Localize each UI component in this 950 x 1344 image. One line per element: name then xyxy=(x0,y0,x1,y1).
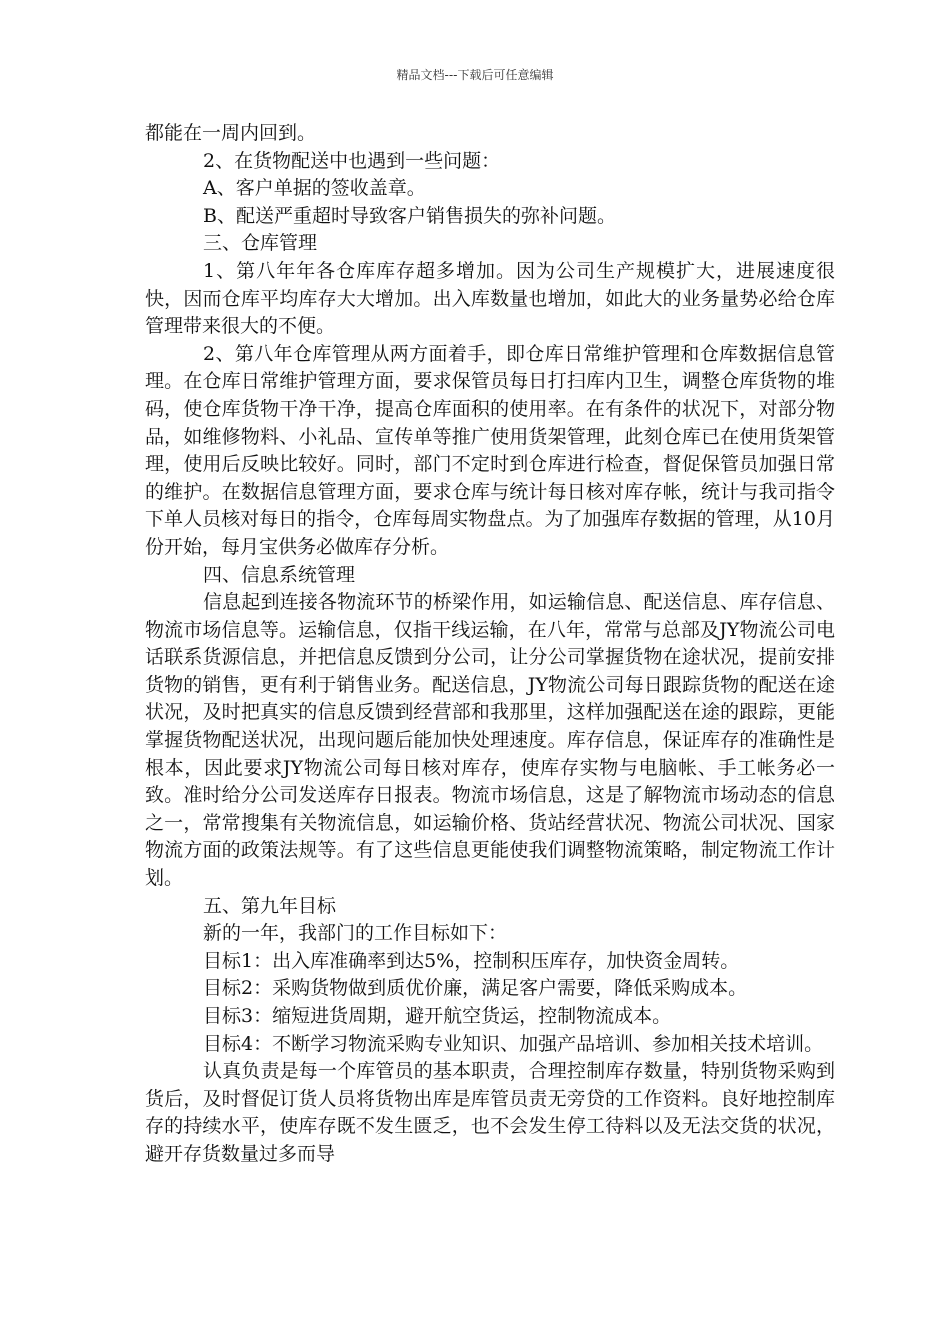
goal-item: 目标1：出入库准确率到达5%，控制积压库存，加快资金周转。 xyxy=(203,949,740,972)
paragraph: 2、第八年仓库管理从两方面着手，即仓库日常维护管理和仓库数据信息管理。在仓库日常维护管理方面，要求保管员每日打扫库内卫生，调整仓库货物的堆码，使仓库货物干净干净，提高仓库面积的使用率。在有条件的状况下，对部分物品，如维修物料、小礼品、宣传单等推广使用货架管理，此刻仓库已在使用货架管理，使用后反映比较好。同时，部门不定时到仓库进行检查，督促保管员加强日常的维护。在数据信息管理方面，要求仓库与统计每日核对库存帐，统计与我司指令下单人员核对每日的指令，仓库每周实物盘点。为了加强库存数据的管理，从10月份开始，每月宝供务必做库存分析。 xyxy=(145,342,835,558)
paragraph: 信息起到连接各物流环节的桥梁作用，如运输信息、配送信息、库存信息、物流市场信息等。运输信息，仅指干线运输，在八年，常常与总部及JY物流公司电话联系货源信息，并把信息反馈到分公司，让分公司掌握货物在途状况，提前安排货物的销售，更有利于销售业务。配送信息，JY物流公司每日跟踪货物的配送在途状况，及时把真实的信息反馈到经营部和我那里，这样加强配送在途的跟踪，更能掌握货物配送状况，出现问题后能加快处理速度。库存信息，保证库存的准确性是根本，因此要求JY物流公司每日核对库存，使库存实物与电脑帐、手工帐务必一致。准时给分公司发送库存日报表。物流市场信息，这是了解物流市场动态的信息之一，常常搜集有关物流信息，如运输价格、货站经营状况、物流公司状况、国家物流方面的政策法规等。有了这些信息更能使我们调整物流策略，制定物流工作计划。 xyxy=(145,591,835,890)
paragraph: B、配送严重超时导致客户销售损失的弥补问题。 xyxy=(203,204,616,227)
section-heading: 三、仓库管理 xyxy=(203,232,318,255)
page-header: 精品文档---下载后可任意编辑 xyxy=(396,68,554,82)
goal-item: 目标4：不断学习物流采购专业知识、加强产品培训、参加相关技术培训。 xyxy=(203,1032,824,1055)
paragraph: A、客户单据的签收盖章。 xyxy=(203,177,426,200)
goal-item: 目标3：缩短进货周期，避开航空货运，控制物流成本。 xyxy=(203,1005,672,1027)
section-heading: 五、第九年目标 xyxy=(203,894,337,917)
document-body xyxy=(145,120,835,1169)
paragraph: 1、第八年年各仓库库存超多增加。因为公司生产规模扩大，进展速度很快，因而仓库平均库存大大增加。出入库数量也增加，如此大的业务量势必给仓库管理带来很大的不便。 xyxy=(145,259,835,338)
goal-item: 目标2：采购货物做到质优价廉，满足客户需要，降低采购成本。 xyxy=(203,977,748,1000)
paragraph: 认真负责是每一个库管员的基本职责，合理控制库存数量，特别货物采购到货后，及时督促订货人员将货物出库是库管员责无旁贷的工作资料。良好地控制库存的持续水平，使库存既不发生匮乏，也不会发生停工待料以及无法交货的状况，避开存货数量过多而导 xyxy=(145,1060,835,1165)
paragraph: 都能在一周内回到。 xyxy=(145,122,317,144)
paragraph: 新的一年，我部门的工作目标如下： xyxy=(203,922,508,945)
section-heading: 四、信息系统管理 xyxy=(203,563,356,586)
paragraph: 2、在货物配送中也遇到一些问题： xyxy=(203,149,501,172)
